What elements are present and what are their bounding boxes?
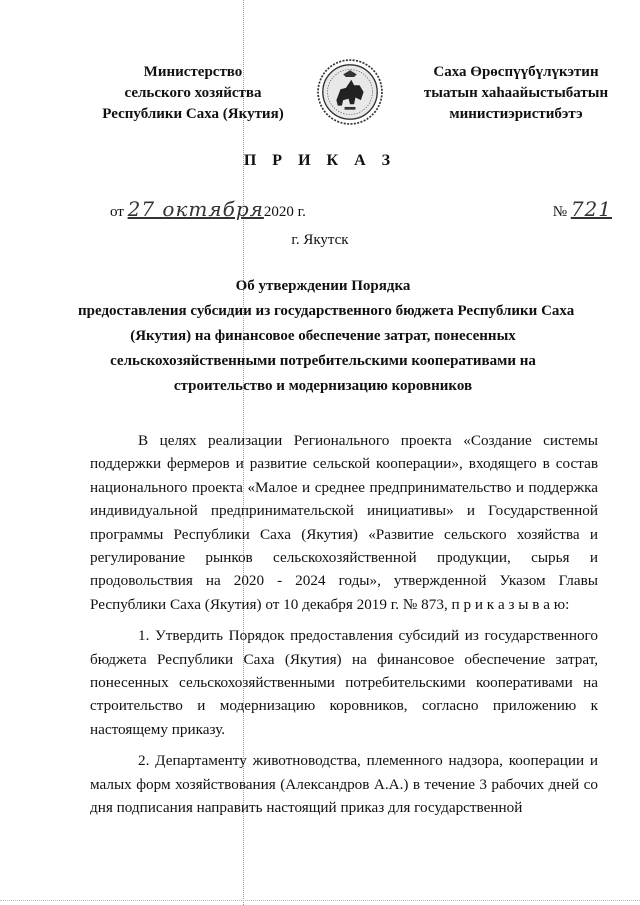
date-year: 2020 г. <box>263 204 306 220</box>
number-prefix: № <box>552 204 568 220</box>
body-paragraph-preamble: В целях реализации Регионального проекта «Создание системы поддержки фермеров и развитие сельской кооперации», входящего в состав национального проекта «Малое и среднее предпринимательство и поддержка индивидуальной предпринимательской инициативы» и Государственной программы Республики Саха (Якутия) «Развитие сельского хозяйства и регулирование рынков сельскохозяйственной продукции, сырья и продовольствия на 2020 - 2024 годы», утвержденной Указом Главы Республики Саха (Якутия) от 10 декабря 2019 г. № 873, п р и к а з ы в а ю: <box>90 432 598 613</box>
city-name: г. Якутск <box>291 232 349 248</box>
scan-edge-line <box>0 900 640 901</box>
subject-line: предоставления субсидии из государственного бюджета Республики Саха <box>78 303 575 319</box>
order-number <box>553 197 612 221</box>
subject-line: сельскохозяйственными потребительскими кооперативами на <box>110 353 536 369</box>
document-type-title: П Р И К А З <box>243 152 397 169</box>
body-paragraph-item-2: 2. Департаменту животноводства, племенного надзора, кооперации и малых форм хозяйствования (Александров А.А.) в течение 3 рабочих дней со дня подписания направить настоящий приказ для государственной <box>90 752 598 817</box>
subject-line: (Якутия) на финансовое обеспечение затрат, понесенных <box>130 328 516 344</box>
document-body <box>90 429 598 820</box>
header-right-line: министиэристибэтэ <box>449 106 583 122</box>
ministry-name-yakut <box>406 62 626 125</box>
date-prefix: от <box>110 204 124 220</box>
order-date <box>110 197 306 221</box>
coat-of-arms-emblem <box>316 58 384 126</box>
subject-line: строительство и модернизацию коровников <box>173 378 473 394</box>
header-left-line: сельского хозяйства <box>124 85 262 101</box>
handwritten-number: 721 <box>570 197 612 221</box>
header-left-line: Республики Саха (Якутия) <box>102 106 284 122</box>
order-subject-heading <box>78 274 575 399</box>
header-right-line: Саха Өрөспүүбүлүкэтин <box>433 64 599 80</box>
body-paragraph-item-1: 1. Утвердить Порядок предоставления субсидий из государственного бюджета Республики Саха (Якутия) на финансовое обеспечение затрат, понесенных сельскохозяйственными потребительскими кооперативами на строительство и модернизацию коровников, согласно приложению к настоящему приказу. <box>90 627 598 738</box>
subject-line: Об утверждении Порядка <box>235 278 411 294</box>
header-right-line: тыатын хаһаайыстыбатын <box>423 85 609 101</box>
header-left-line: Министерство <box>143 64 243 80</box>
ministry-name-russian <box>98 62 288 125</box>
handwritten-date: 27 октября <box>127 197 264 221</box>
